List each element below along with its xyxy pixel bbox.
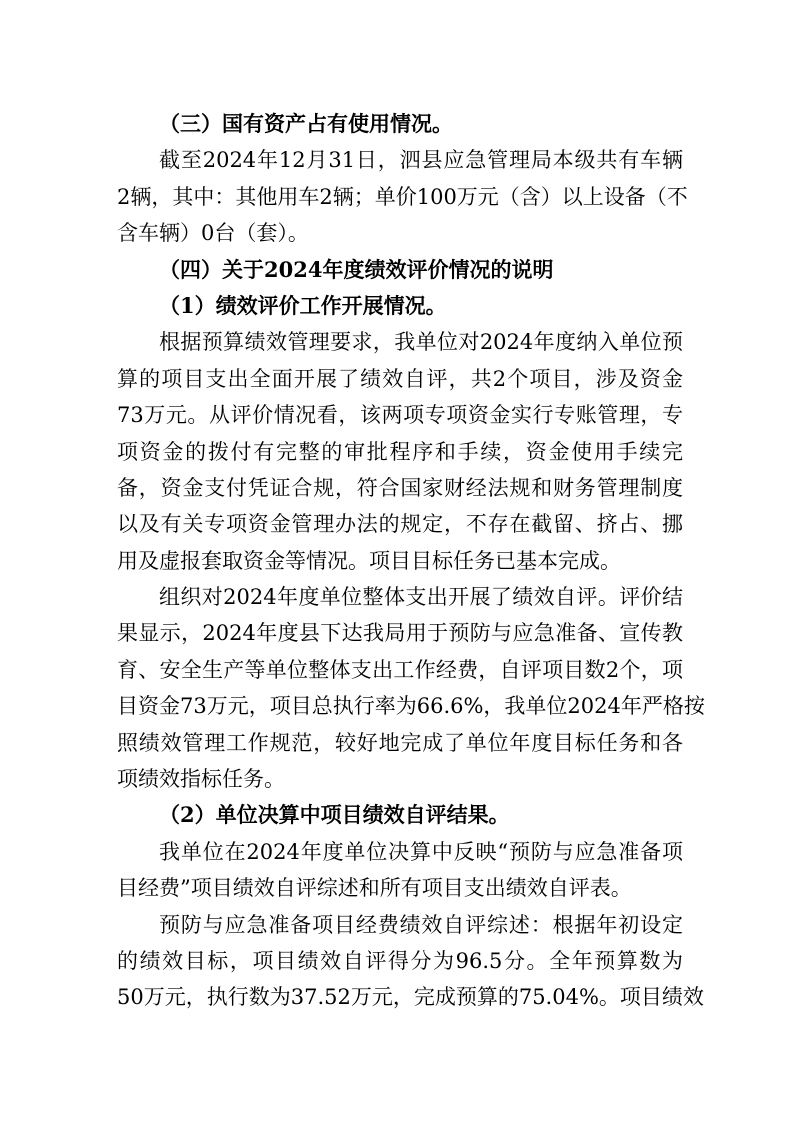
assets-line: 截至2024年12月31日，泗县应急管理局本级共有车辆 [159,148,683,173]
heading-project-results: （2）单位决算中项目绩效自评结果。 [159,802,510,828]
assets-line: 含车辆）0台（套）。 [117,221,309,246]
paragraph-line: 组织对2024年度单位整体支出开展了绩效自评。评价结 [159,585,683,610]
paragraph-line: 50万元，执行数为37.52万元，完成预算的75.04%。项目绩效 [117,985,704,1010]
paragraph-line: 我单位在2024年度单位决算中反映“预防与应急准备项 [159,839,683,864]
paragraph-line: 预防与应急准备项目经费绩效自评综述：根据年初设定 [159,912,683,937]
document-body [117,106,705,1016]
paragraph-line: 照绩效管理工作规范，较好地完成了单位年度目标任务和各 [117,730,683,755]
paragraph-line: 的绩效目标，项目绩效自评得分为96.5分。全年预算数为 [117,948,683,973]
paragraph-line: 育、安全生产等单位整体支出工作经费，自评项目数2个，项 [117,657,683,682]
assets-line: 2辆，其中：其他用车2辆；单价100万元（含）以上设备（不 [117,184,688,209]
heading-performance-evaluation: （四）关于2024年度绩效评价情况的说明 [159,256,554,282]
paragraph-line: 以及有关专项资金管理办法的规定，不存在截留、挤占、挪 [117,512,683,537]
heading-evaluation-work: （1）绩效评价工作开展情况。 [159,292,447,318]
paragraph-line: 目经费”项目绩效自评综述和所有项目支出绩效自评表。 [117,876,632,901]
paragraph-line: 果显示，2024年度县下达我局用于预防与应急准备、宣传教 [117,621,683,646]
paragraph-line: 根据预算绩效管理要求，我单位对2024年度纳入单位预 [159,330,683,355]
paragraph-line: 用及虚报套取资金等情况。项目目标任务已基本完成。 [117,548,621,573]
paragraph-line: 目资金73万元，项目总执行率为66.6%，我单位2024年严格按 [117,694,705,719]
paragraph-line: 73万元。从评价情况看，该两项专项资金实行专账管理，专 [117,403,683,428]
paragraph-line: 项资金的拨付有完整的审批程序和手续，资金使用手续完 [117,439,683,464]
paragraph-line: 算的项目支出全面开展了绩效自评，共2个项目，涉及资金 [117,366,683,391]
heading-state-assets: （三）国有资产占有使用情况。 [159,111,453,136]
paragraph-line: 备，资金支付凭证合规，符合国家财经法规和财务管理制度 [117,475,683,500]
paragraph-line: 项绩效指标任务。 [117,767,285,792]
